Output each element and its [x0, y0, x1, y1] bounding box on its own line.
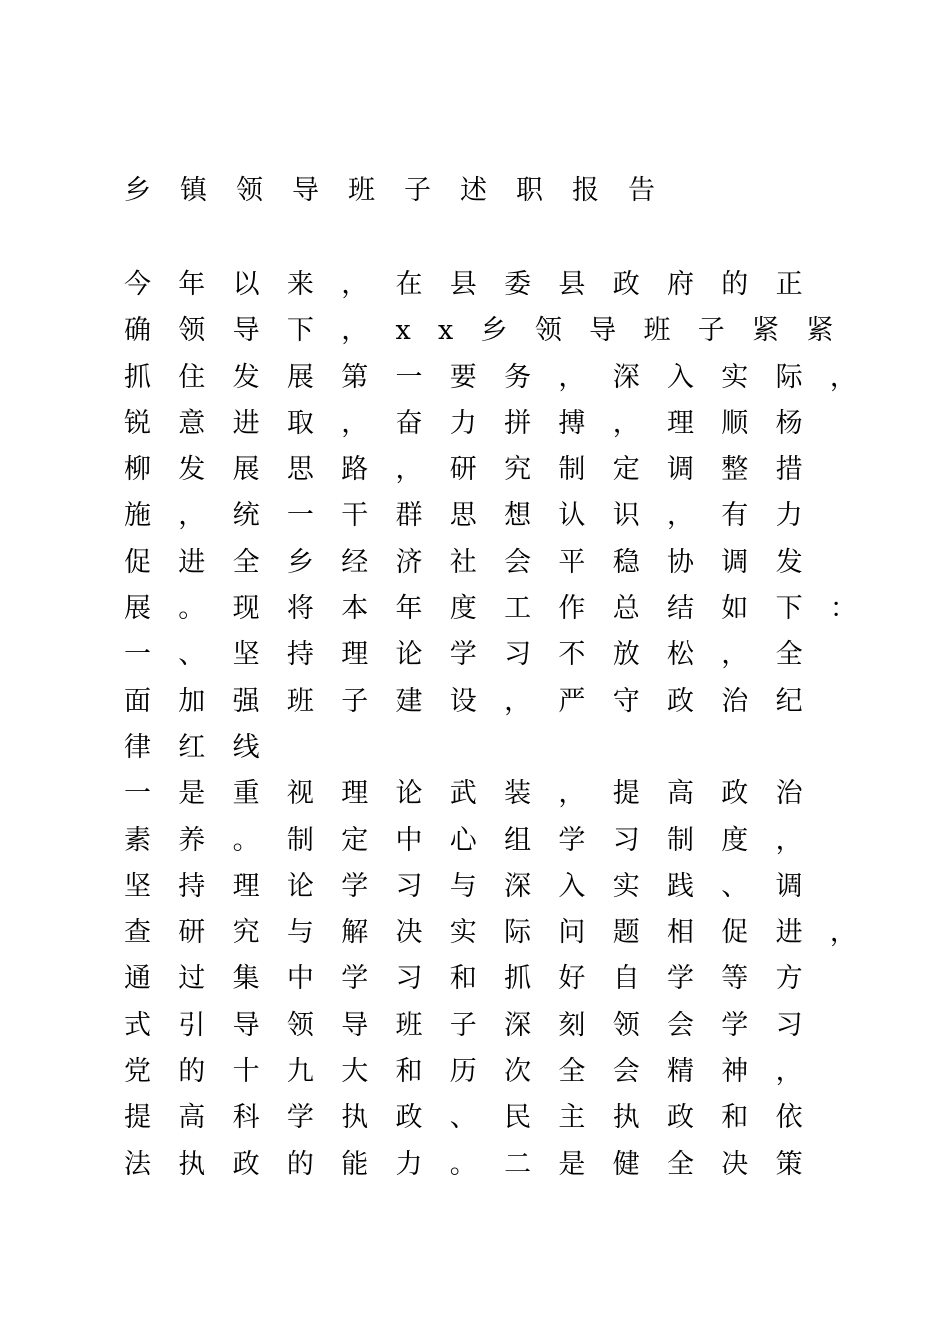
body-line: 一是重视理论武装，提高政治: [124, 778, 830, 810]
section-heading-line: 律红线: [124, 731, 287, 763]
body-line: 法执政的能力。二是健全决策: [124, 1148, 830, 1180]
body-line: 查研究与解决实际问题相促进，: [124, 917, 885, 949]
body-line: 锐意进取，奋力拼搏，理顺杨: [124, 407, 830, 439]
body-line: 式引导领导班子深刻领会学习: [124, 1009, 830, 1041]
body-line: 确领导下，xx乡领导班子紧紧: [124, 315, 861, 347]
document-body: [124, 262, 885, 1188]
body-line: 抓住发展第一要务，深入实际，: [124, 361, 885, 393]
body-line: 柳发展思路，研究制定调整措: [124, 454, 830, 486]
section-heading-line: 一、坚持理论学习不放松，全: [124, 639, 830, 671]
body-line: 施，统一干群思想认识，有力: [124, 500, 830, 532]
body-line: 党的十九大和历次全会精神，: [124, 1056, 830, 1088]
document-title: 乡镇领导班子述职报告: [124, 175, 684, 206]
body-line: 今年以来，在县委县政府的正: [124, 269, 830, 300]
section-heading-line: 面加强班子建设，严守政治纪: [124, 685, 830, 717]
body-line: 坚持理论学习与深入实践、调: [124, 870, 830, 902]
body-line: 展。现将本年度工作总结如下：: [124, 593, 885, 625]
body-line: 素养。制定中心组学习制度，: [124, 824, 830, 856]
body-line: 提高科学执政、民主执政和依: [124, 1102, 830, 1134]
body-line: 通过集中学习和抓好自学等方: [124, 963, 830, 995]
body-line: 促进全乡经济社会平稳协调发: [124, 546, 830, 578]
